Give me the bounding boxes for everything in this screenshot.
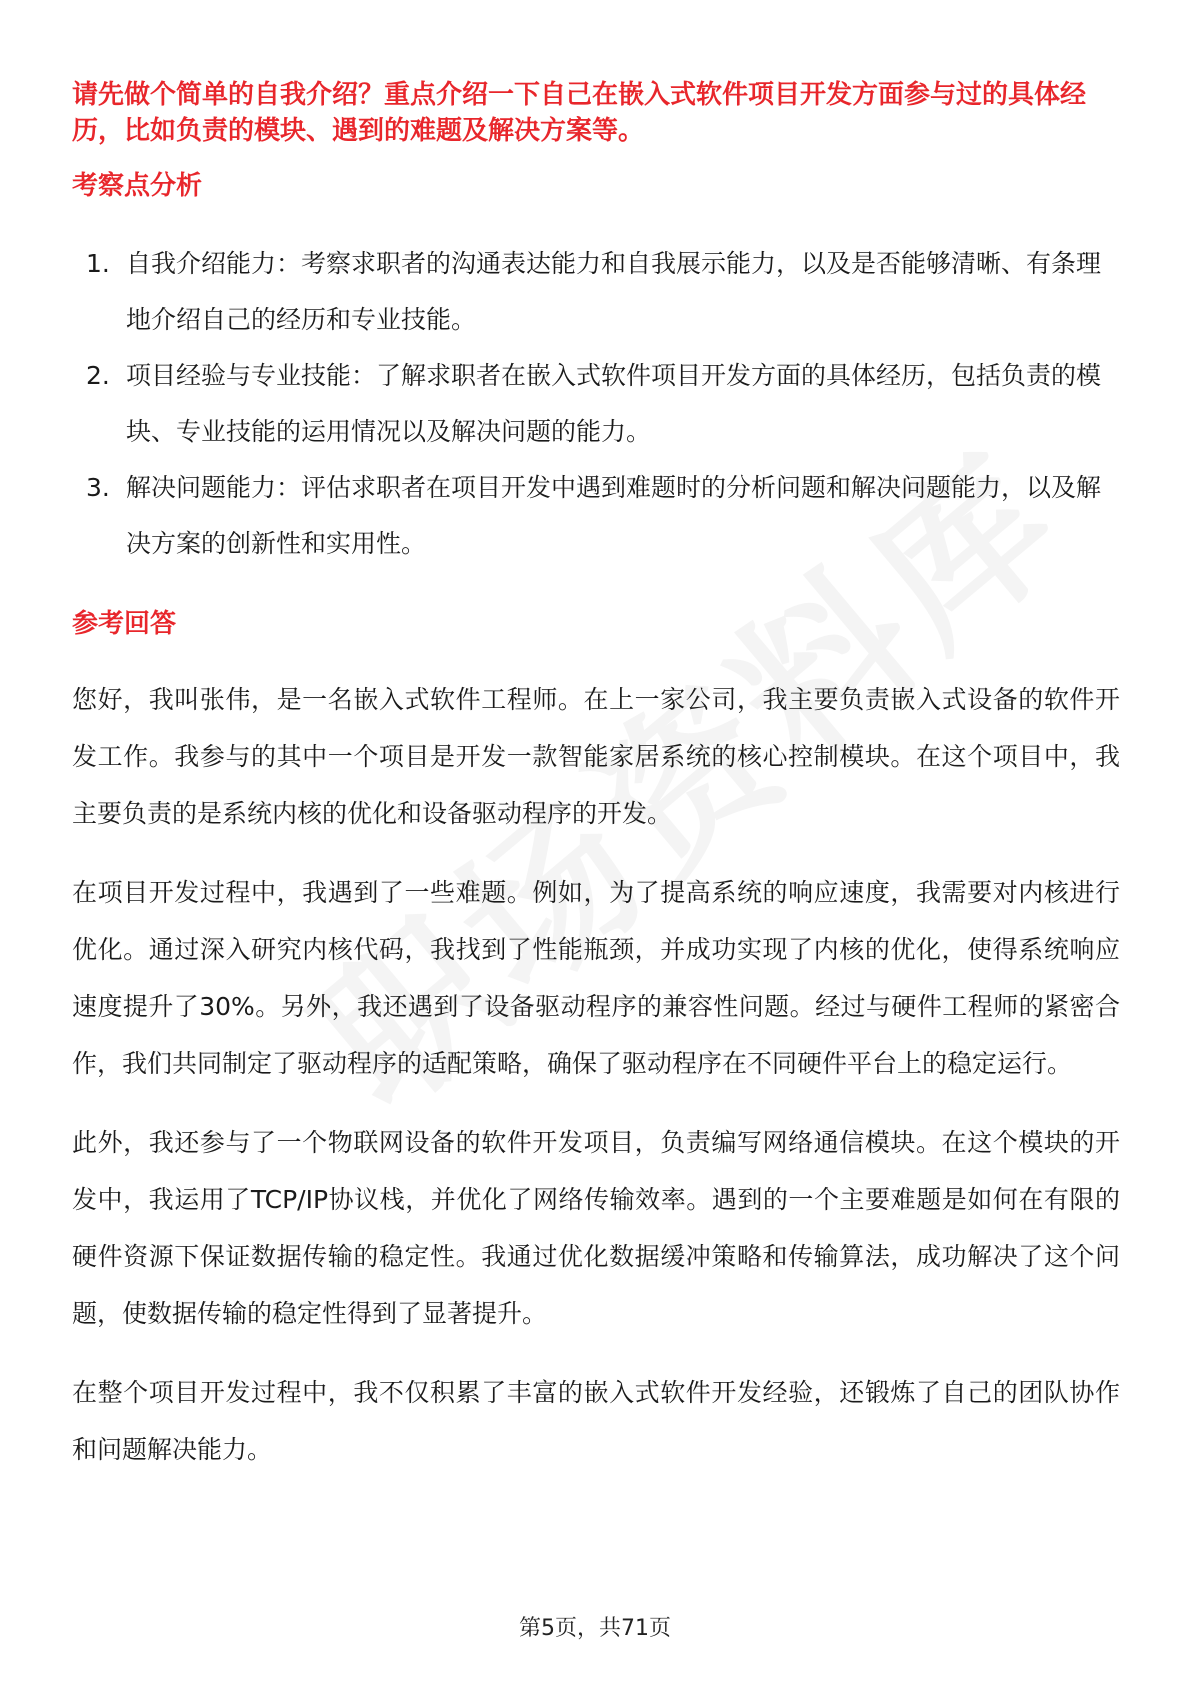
list-number: 2. <box>86 360 110 390</box>
list-text: 自我介绍能力：考察求职者的沟通表达能力和自我展示能力，以及是否能够清晰、有条理地介绍自己的经历和专业技能。 <box>126 248 1102 334</box>
list-item <box>72 236 1120 348</box>
answer-paragraph: 在整个项目开发过程中，我不仅积累了丰富的嵌入式软件开发经验，还锻炼了自己的团队协作和问题解决能力。 <box>72 1378 1120 1465</box>
analysis-list <box>72 236 1120 572</box>
answer-paragraph: 此外，我还参与了一个物联网设备的软件开发项目，负责编写网络通信模块。在这个模块的开发中，我运用了TCP/IP协议栈，并优化了网络传输效率。遇到的一个主要难题是如何在有限的硬件资源下保证数据传输的稳定性。我通过优化数据缓冲策略和传输算法，成功解决了这个问题，使数据传输的稳定性得到了显著提升。 <box>72 1128 1120 1329</box>
list-text: 解决问题能力：评估求职者在项目开发中遇到难题时的分析问题和解决问题能力，以及解决方案的创新性和实用性。 <box>126 472 1102 558</box>
document-page <box>72 78 1120 1500</box>
list-number: 1. <box>86 248 110 278</box>
answer-heading: 参考回答 <box>72 608 177 639</box>
list-number: 3. <box>86 472 110 502</box>
list-item <box>72 348 1120 460</box>
answer-paragraph: 在项目开发过程中，我遇到了一些难题。例如，为了提高系统的响应速度，我需要对内核进行优化。通过深入研究内核代码，我找到了性能瓶颈，并成功实现了内核的优化，使得系统响应速度提升了30%。另外，我还遇到了设备驱动程序的兼容性问题。经过与硬件工程师的紧密合作，我们共同制定了驱动程序的适配策略，确保了驱动程序在不同硬件平台上的稳定运行。 <box>72 878 1120 1079</box>
list-item <box>72 460 1120 572</box>
answer-paragraph: 您好，我叫张伟，是一名嵌入式软件工程师。在上一家公司，我主要负责嵌入式设备的软件开发工作。我参与的其中一个项目是开发一款智能家居系统的核心控制模块。在这个项目中，我主要负责的是系统内核的优化和设备驱动程序的开发。 <box>72 685 1120 829</box>
list-text: 项目经验与专业技能：了解求职者在嵌入式软件项目开发方面的具体经历，包括负责的模块、专业技能的运用情况以及解决问题的能力。 <box>126 360 1102 446</box>
page-number: 第5页，共71页 <box>519 1616 671 1641</box>
analysis-heading: 考察点分析 <box>72 170 203 201</box>
question-title: 请先做个简单的自我介绍？重点介绍一下自己在嵌入式软件项目开发方面参与过的具体经历，比如负责的模块、遇到的难题及解决方案等。 <box>72 80 1087 146</box>
